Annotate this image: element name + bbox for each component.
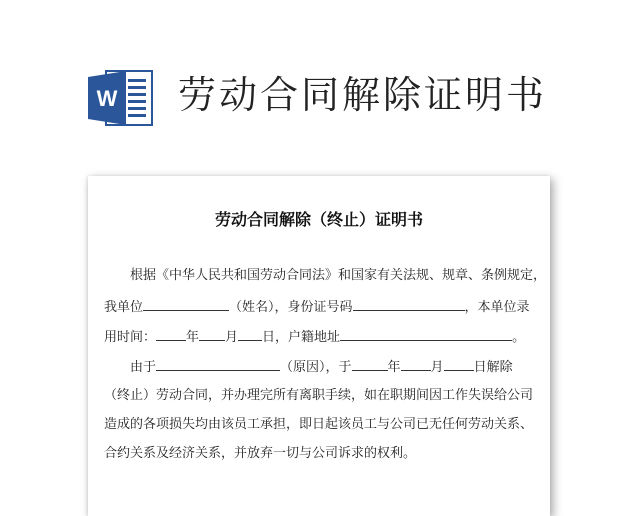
month-blank: [401, 357, 431, 371]
svg-text:W: W: [96, 86, 118, 111]
paragraph-1-line-3: [104, 327, 525, 347]
text-segment: 我单位: [104, 300, 144, 315]
text-segment: 月: [430, 360, 444, 375]
text-segment: 日，户籍地址: [262, 330, 341, 345]
year-blank: [352, 357, 388, 371]
month-blank: [199, 327, 225, 341]
paragraph-2-line-4: 合约关系及经济关系，并放弃一切与公司诉求的权利。: [104, 446, 417, 461]
document-title: 劳动合同解除（终止）证明书: [214, 210, 423, 229]
text-segment: ，本单位录: [464, 300, 530, 315]
day-blank: [444, 357, 474, 371]
paragraph-2-line-2: （终止）劳动合同，并办理完所有离职手续，如在职期间因工作失误给公司: [104, 388, 534, 403]
document-page: [88, 176, 550, 516]
text-segment: 年: [387, 360, 401, 375]
paragraph-2-line-1: [130, 357, 513, 377]
text-segment: （姓名），身份证号码: [229, 300, 353, 315]
address-blank: [340, 327, 512, 341]
text-segment: 年: [186, 330, 200, 345]
text-segment: （原因），于: [280, 360, 352, 375]
name-blank: [143, 297, 229, 311]
text-segment: 用时间：: [104, 330, 157, 345]
day-blank: [238, 327, 262, 341]
paragraph-1-line-2: [104, 297, 530, 317]
paragraph-1-line-1: 根据《中华人民共和国劳动合同法》和国家有关法规、规章、条例规定，: [130, 268, 547, 283]
paragraph-2-line-3: 造成的各项损失均由该员工承担，即日起该员工与公司已无任何劳动关系、: [104, 417, 534, 432]
year-blank: [156, 327, 186, 341]
page-title: 劳动合同解除证明书: [178, 73, 548, 117]
text-segment: 月: [225, 330, 239, 345]
word-document-icon: [88, 69, 154, 127]
reason-blank: [156, 357, 280, 371]
page-header: [0, 0, 640, 170]
text-segment: 由于: [130, 360, 157, 375]
text-segment: 。: [512, 330, 526, 345]
id-number-blank: [353, 297, 465, 311]
text-segment: 日解除: [473, 360, 513, 375]
